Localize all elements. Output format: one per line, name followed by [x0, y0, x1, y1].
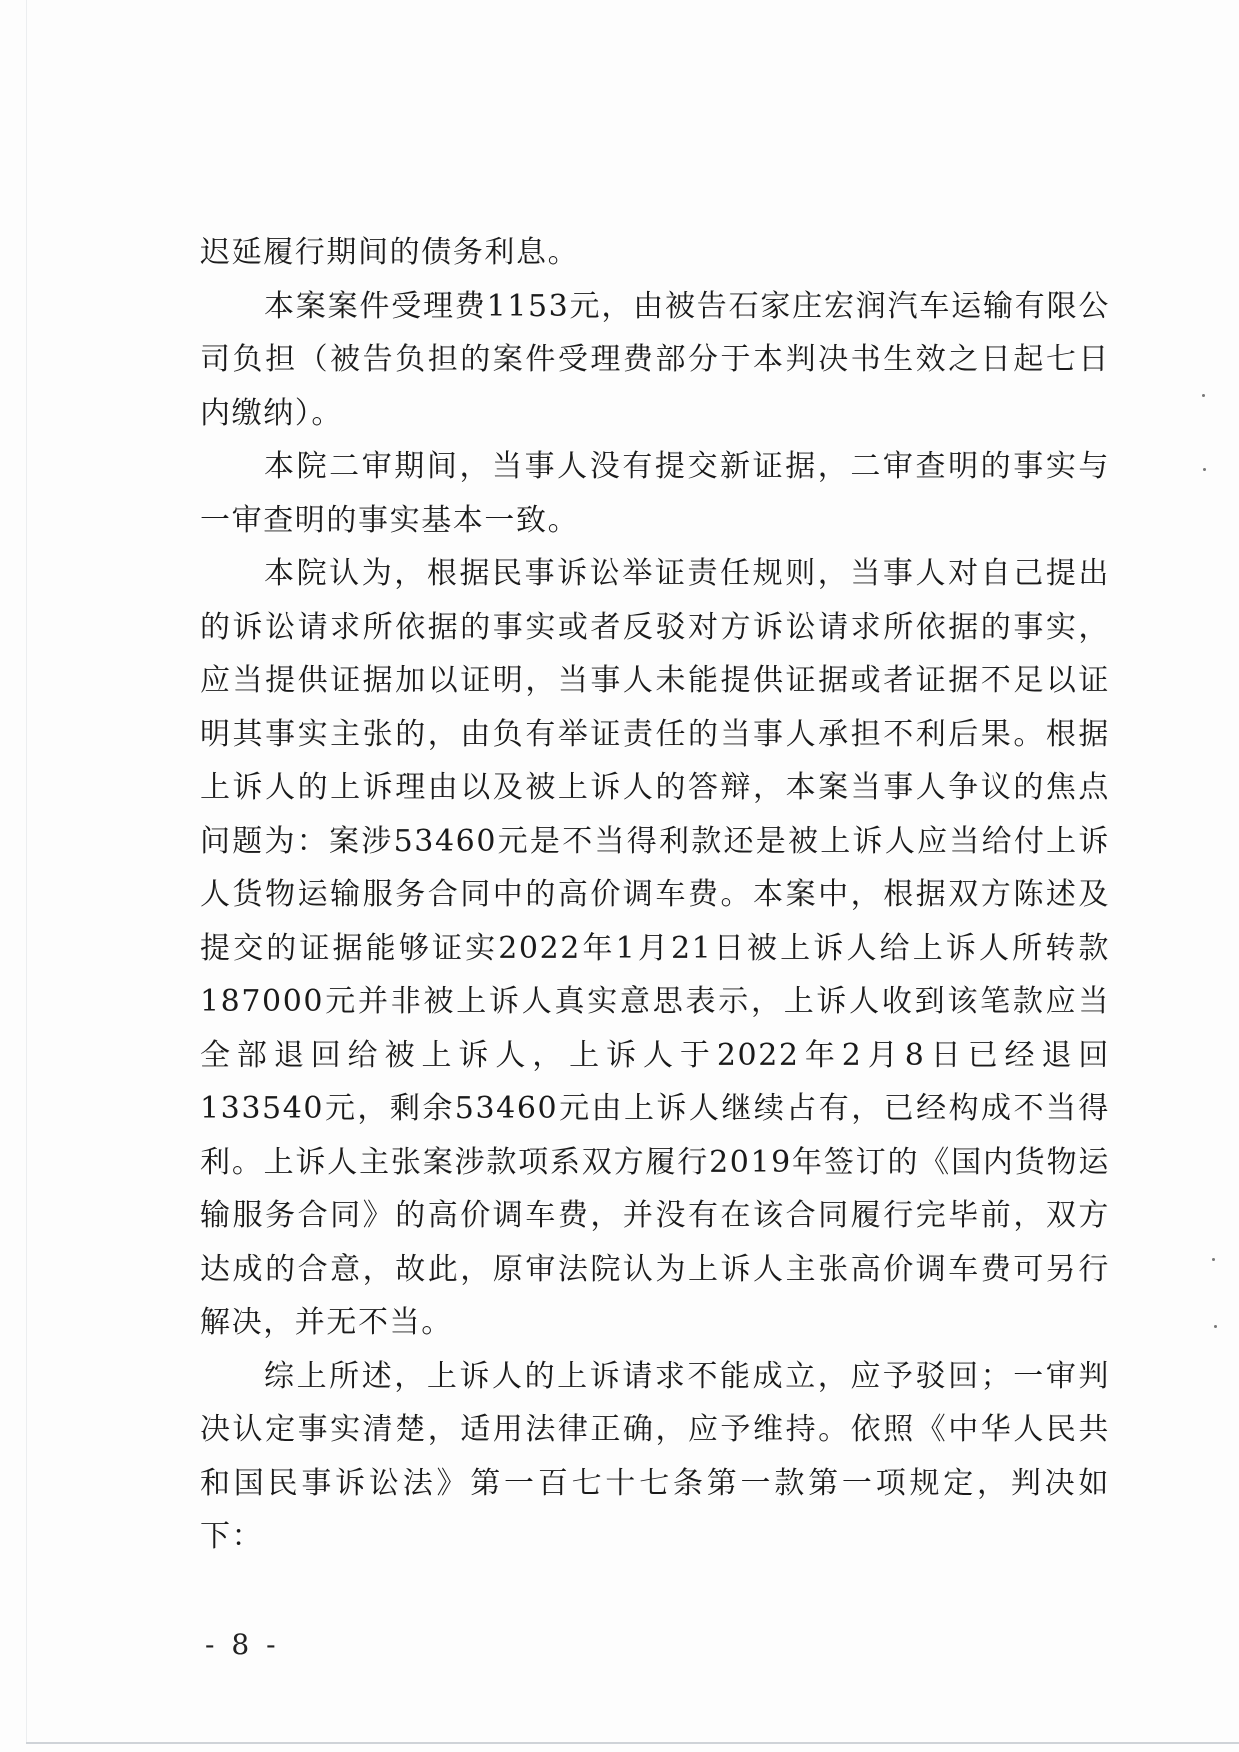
paragraph-conclusion: 综上所述，上诉人的上诉请求不能成立，应予驳回；一审判决认定事实清楚，适用法律正确，应予维持。依照《中华人民共和国民事诉讼法》第一百七十七条第一款第一项规定，判决如下： — [200, 1358, 1110, 1554]
scan-edge-bottom — [26, 1742, 1239, 1744]
document-body — [200, 226, 1110, 1564]
paragraph-court-opinion: 本院认为，根据民事诉讼举证责任规则，当事人对自己提出的诉讼请求所依据的事实或者反驳对方诉讼请求所依据的事实，应当提供证据加以证明，当事人未能提供证据或者证据不足以证明其事实主张的，由负有举证责任的当事人承担不利后果。根据上诉人的上诉理由以及被上诉人的答辩，本案当事人争议的焦点问题为：案涉53460元是不当得利款还是被上诉人应当给付上诉人货物运输服务合同中的高价调车费。本案中，根据双方陈述及提交的证据能够证实2022年1月21日被上诉人给上诉人所转款187000元并非被上诉人真实意思表示，上诉人收到该笔款应当全部退回给被上诉人，上诉人于2022年2月8日已经退回133540元，剩余53460元由上诉人继续占有，已经构成不当得利。上诉人主张案涉款项系双方履行2019年签订的《国内货物运输服务合同》的高价调车费，并没有在该合同履行完毕前，双方达成的合意，故此，原审法院认为上诉人主张高价调车费可另行解决，并无不当。 — [200, 556, 1110, 1340]
paragraph-case-fee: 本案案件受理费1153元，由被告石家庄宏润汽车运输有限公司负担（被告负担的案件受理费部分于本判决书生效之日起七日内缴纳）。 — [200, 288, 1110, 431]
scan-speck — [1212, 1258, 1215, 1261]
page-number: - 8 - — [205, 1628, 280, 1661]
paragraph-second-instance: 本院二审期间，当事人没有提交新证据，二审查明的事实与一审查明的事实基本一致。 — [200, 449, 1110, 538]
scan-edge-left — [26, 0, 27, 1744]
scan-speck — [1203, 468, 1206, 471]
scan-speck — [1214, 1325, 1217, 1328]
paragraph-continuation: 迟延履行期间的债务利息。 — [200, 235, 580, 270]
scan-speck — [1202, 394, 1205, 397]
